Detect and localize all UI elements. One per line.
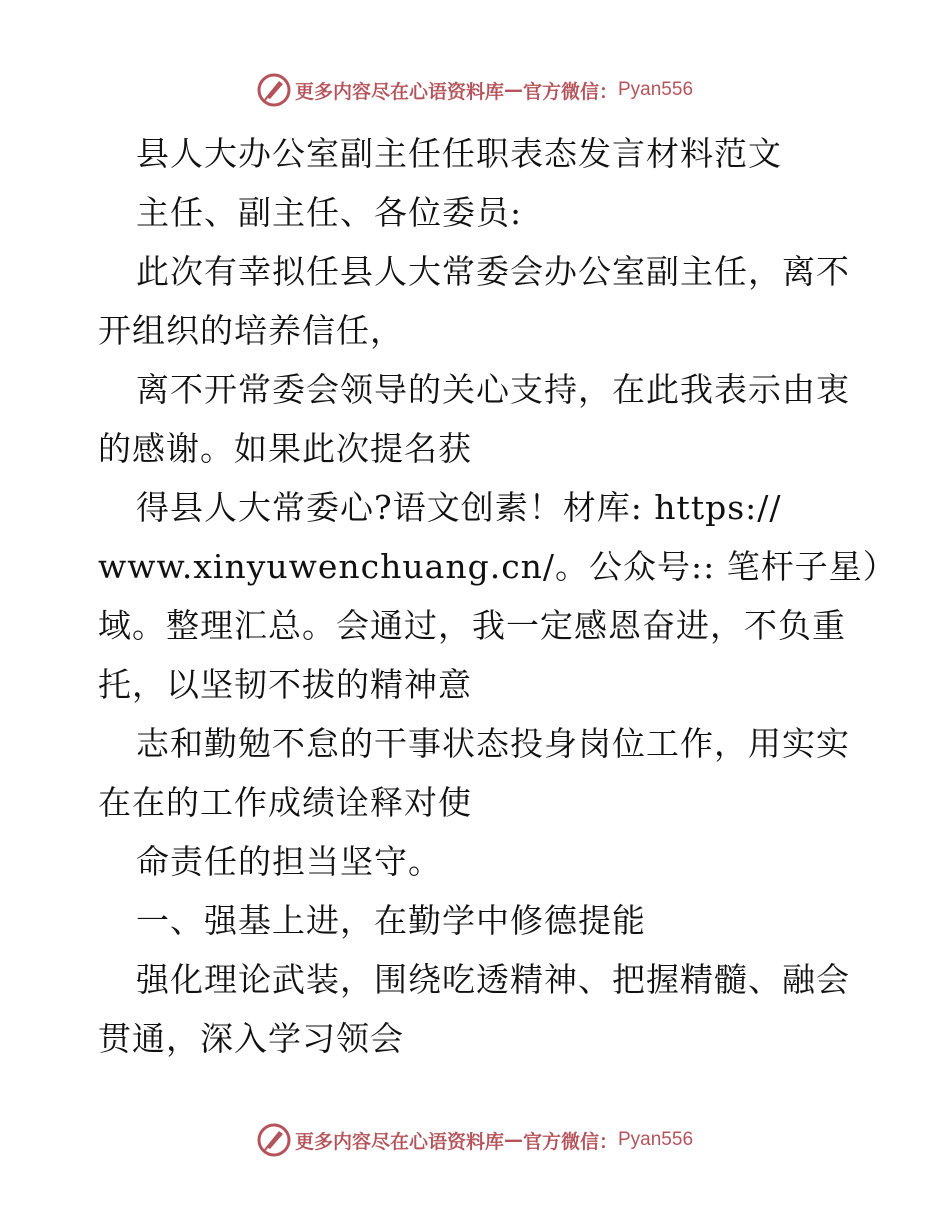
paragraph-line: 域。整理汇总。会通过，我一定感恩奋进，不负重 — [98, 606, 846, 645]
quill-logo-icon — [257, 73, 291, 107]
salutation: 主任、副主任、各位委员: — [136, 193, 523, 232]
paragraph-line: www.xinyuwenchuang.cn/。公众号:: 笔杆子星） — [98, 547, 897, 586]
paragraph-line: 贯通，深入学习领会 — [98, 1019, 404, 1058]
paragraph-line: 强化理论武装，围绕吃透精神、把握精髓、融会 — [136, 960, 850, 999]
paragraph-line: 在在的工作成绩诠释对使 — [98, 783, 472, 822]
watermark-wechat-label: 官方微信： — [522, 1130, 618, 1153]
paragraph-line: 此次有幸拟任县人大常委会办公室副主任，离不 — [136, 252, 850, 291]
paragraph-line: 的感谢。如果此次提名获 — [98, 429, 472, 468]
paragraph-line: 离不开常委会领导的关心支持，在此我表示由衷 — [136, 370, 850, 409]
paragraph-line: 开组织的培养信任， — [98, 311, 404, 350]
watermark-separator: — — [503, 79, 523, 101]
document-body — [98, 124, 897, 1068]
paragraph-line: 志和勤勉不怠的干事状态投身岗位工作，用实实 — [136, 724, 850, 763]
footer-watermark — [0, 1122, 950, 1158]
section-heading: 一、强基上进，在勤学中修德提能 — [136, 901, 646, 940]
paragraph-line: 托，以坚韧不拔的精神意 — [98, 665, 472, 704]
watermark-main-text: 更多内容尽在心语资料库 — [294, 1130, 504, 1153]
watermark-separator: — — [503, 1129, 523, 1151]
quill-logo-icon — [257, 1123, 291, 1157]
watermark-wechat-id: Pyan556 — [618, 1129, 694, 1150]
paragraph-line: 得县人大常委心?语文创素！材库: https:// — [136, 488, 782, 527]
watermark-main-text: 更多内容尽在心语资料库 — [294, 80, 504, 103]
watermark-wechat-label: 官方微信： — [522, 80, 618, 103]
document-title: 县人大办公室副主任任职表态发言材料范文 — [136, 134, 782, 173]
header-watermark — [0, 72, 950, 108]
paragraph-line: 命责任的担当坚守。 — [136, 842, 442, 881]
watermark-wechat-id: Pyan556 — [618, 79, 694, 100]
